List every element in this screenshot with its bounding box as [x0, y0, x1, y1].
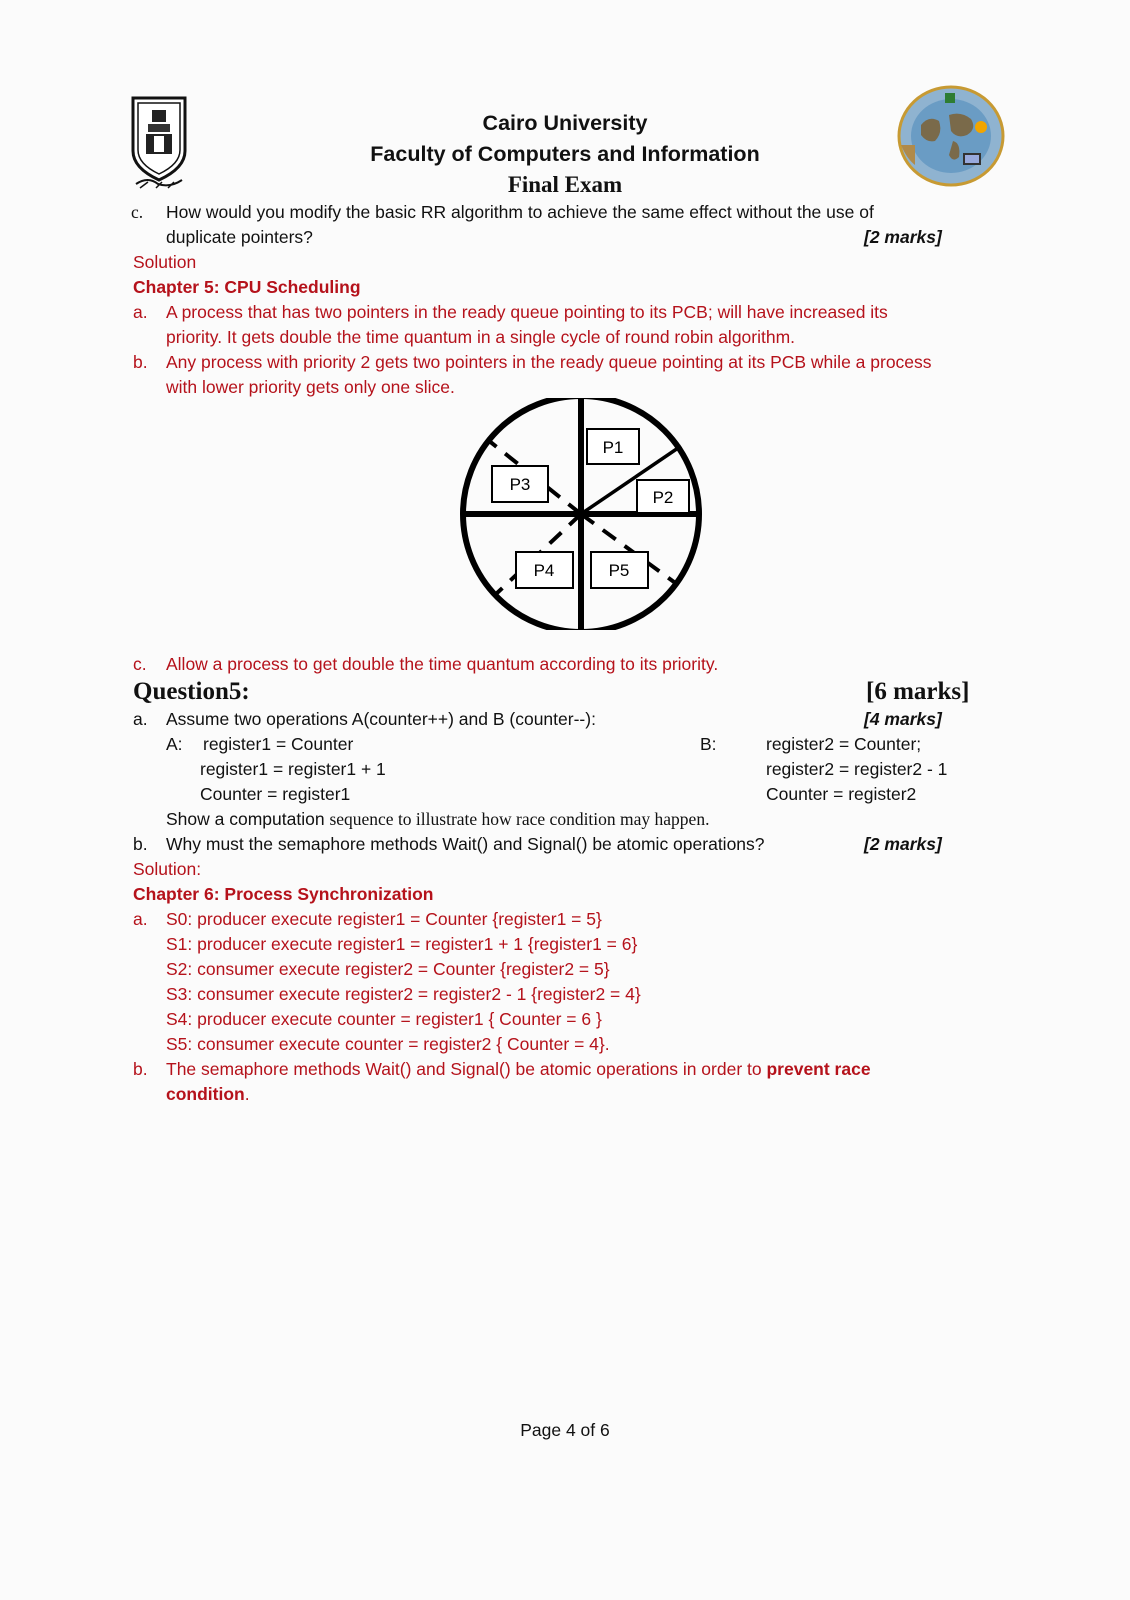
sol2-b-emphasis1: prevent race — [766, 1059, 871, 1079]
sol2-b-line1 — [166, 1057, 871, 1081]
q5-A-line1: register1 = Counter — [203, 734, 354, 754]
q4c-letter: c. — [131, 202, 144, 222]
chapter6-heading: Chapter 6: Process Synchronization — [133, 884, 434, 904]
solution2-label: Solution: — [133, 859, 202, 879]
q5a-marks: [4 marks] — [864, 709, 942, 729]
sol2-step-s2: S2: consumer execute register2 = Counter {register2 = 5} — [166, 959, 610, 979]
q5a-text: Assume two operations A(counter++) and B (counter--): — [166, 709, 596, 729]
q4c-text-line2: duplicate pointers? — [166, 227, 313, 247]
exam-title: Final Exam — [507, 172, 623, 197]
sol2-b-emphasis2: condition — [166, 1084, 245, 1104]
q5a-instruction-part2: sequence to illustrate how race condition may happen. — [329, 809, 710, 829]
sol2-b-period: . — [244, 1084, 250, 1104]
q5b-marks: [2 marks] — [864, 834, 942, 854]
p2-label: P2 — [652, 488, 674, 507]
p5-label: P5 — [608, 561, 630, 580]
sol2-step-s5: S5: consumer execute counter = register2 { Counter = 4}. — [166, 1034, 610, 1054]
q5b-letter: b. — [133, 834, 148, 854]
sol2-b-letter: b. — [133, 1059, 148, 1079]
sol2-a-letter: a. — [133, 909, 148, 929]
solution-label: Solution — [133, 252, 197, 272]
sol2-step-s0: S0: producer execute register1 = Counter {register1 = 5} — [166, 909, 602, 929]
q5a-instruction-part1: Show a computation — [166, 809, 330, 829]
q5-A-line3: Counter = register1 — [200, 784, 351, 804]
question5-marks: [6 marks] — [866, 678, 970, 705]
sol-b-line2: with lower priority gets only one slice. — [166, 377, 455, 397]
p3-label: P3 — [509, 475, 531, 494]
page-number: Page 4 of 6 — [520, 1420, 610, 1440]
q5-B-line2: register2 = register2 - 1 — [766, 759, 948, 779]
sol-a-letter: a. — [133, 302, 148, 322]
round-robin-diagram — [455, 398, 715, 630]
faculty-name: Faculty of Computers and Information — [370, 142, 760, 166]
q5a-instruction — [166, 807, 709, 831]
q5-A-line2: register1 = register1 + 1 — [200, 759, 386, 779]
p1-label: P1 — [602, 438, 624, 457]
sol2-b-text: The semaphore methods Wait() and Signal() be atomic operations in order to — [166, 1059, 767, 1079]
sol2-step-s4: S4: producer execute counter = register1 { Counter = 6 } — [166, 1009, 602, 1029]
q5-B-label: B: — [700, 734, 717, 754]
q5b-text: Why must the semaphore methods Wait() and Signal() be atomic operations? — [166, 834, 765, 854]
sol2-step-s3: S3: consumer execute register2 = register2 - 1 {register2 = 4} — [166, 984, 641, 1004]
sol-a-line1: A process that has two pointers in the ready queue pointing to its PCB; will have increased its — [166, 302, 888, 322]
chapter5-heading: Chapter 5: CPU Scheduling — [133, 277, 361, 297]
sol-c-text: Allow a process to get double the time quantum according to its priority. — [166, 654, 719, 674]
sol2-b-line2 — [166, 1082, 250, 1106]
question5-title: Question5: — [133, 678, 250, 705]
sol-c-letter: c. — [133, 654, 147, 674]
q4c-marks: [2 marks] — [864, 227, 942, 247]
sol-a-line2: priority. It gets double the time quantum in a single cycle of round robin algorithm. — [166, 327, 796, 347]
sol2-step-s1: S1: producer execute register1 = register1 + 1 {register1 = 6} — [166, 934, 638, 954]
q5-B-line1: register2 = Counter; — [766, 734, 922, 754]
p4-label: P4 — [533, 561, 555, 580]
sol-b-letter: b. — [133, 352, 148, 372]
q5-B-line3: Counter = register2 — [766, 784, 917, 804]
sol-b-line1: Any process with priority 2 gets two pointers in the ready queue pointing at its PCB while a process — [166, 352, 932, 372]
q5-A-label: A: — [166, 734, 183, 754]
q4c-text-line1: How would you modify the basic RR algorithm to achieve the same effect without the use of — [166, 202, 874, 222]
university-name: Cairo University — [482, 111, 648, 135]
q5a-letter: a. — [133, 709, 148, 729]
